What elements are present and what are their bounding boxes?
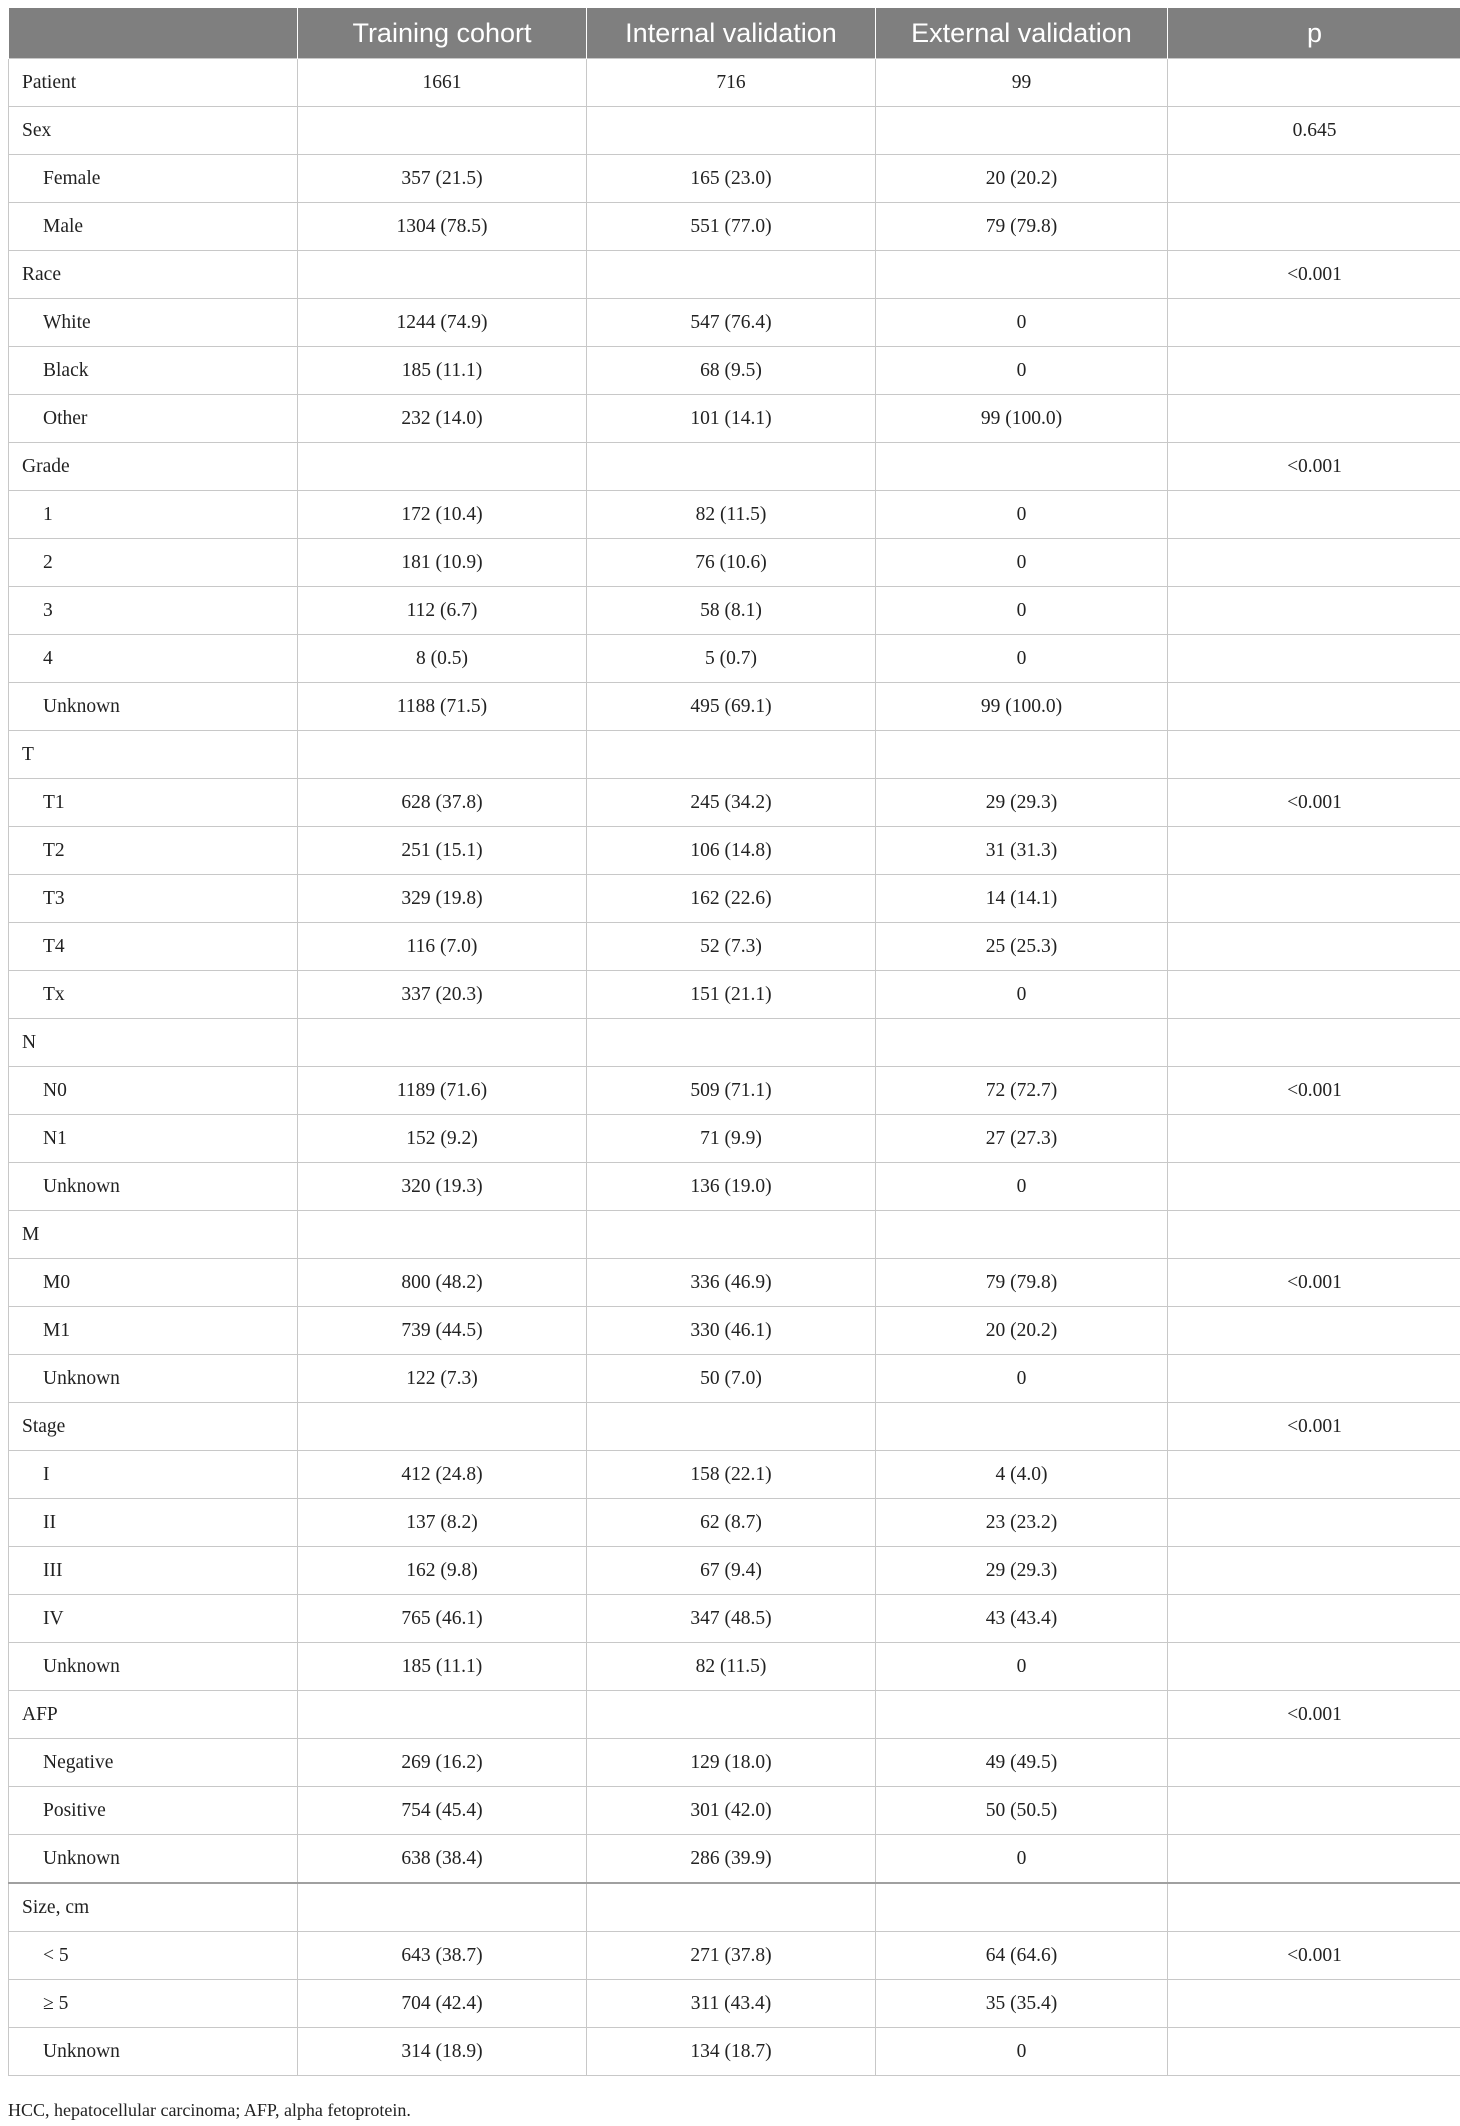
internal-cell: 52 (7.3) [587,923,876,971]
external-cell: 0 [876,1163,1168,1211]
table-header-row [9,8,1460,59]
row-label: Unknown [9,1835,298,1884]
row-label: Unknown [9,1163,298,1211]
training-cell: 232 (14.0) [298,395,587,443]
training-cell: 643 (38.7) [298,1932,587,1980]
table-row [9,251,1460,299]
external-cell: 79 (79.8) [876,203,1168,251]
training-cell: 137 (8.2) [298,1499,587,1547]
training-cell [298,251,587,299]
p-value-cell [1168,1547,1460,1595]
row-label: Unknown [9,1643,298,1691]
training-cell [298,1691,587,1739]
table-row [9,1787,1460,1835]
internal-cell: 286 (39.9) [587,1835,876,1884]
row-label: Sex [9,107,298,155]
internal-cell: 71 (9.9) [587,1115,876,1163]
external-cell: 50 (50.5) [876,1787,1168,1835]
training-cell: 314 (18.9) [298,2028,587,2076]
table-row [9,59,1460,107]
row-label: IV [9,1595,298,1643]
p-value-cell [1168,971,1460,1019]
row-label: Size, cm [9,1883,298,1932]
training-cell [298,1883,587,1932]
row-label: III [9,1547,298,1595]
row-label: Negative [9,1739,298,1787]
row-label: T3 [9,875,298,923]
external-cell: 35 (35.4) [876,1980,1168,2028]
table-row [9,1403,1460,1451]
table-row [9,587,1460,635]
p-value-cell [1168,59,1460,107]
p-value-cell [1168,923,1460,971]
internal-cell: 547 (76.4) [587,299,876,347]
header-cell-internal: Internal validation [587,8,876,59]
header-cell-training: Training cohort [298,8,587,59]
table-row [9,395,1460,443]
internal-cell: 330 (46.1) [587,1307,876,1355]
p-value-cell: <0.001 [1168,1691,1460,1739]
table-row [9,1883,1460,1932]
p-value-cell [1168,491,1460,539]
row-label: T2 [9,827,298,875]
internal-cell: 136 (19.0) [587,1163,876,1211]
internal-cell: 162 (22.6) [587,875,876,923]
p-value-cell [1168,1019,1460,1067]
external-cell: 25 (25.3) [876,923,1168,971]
p-value-cell [1168,1115,1460,1163]
row-label: 4 [9,635,298,683]
table-row [9,1932,1460,1980]
row-label: Positive [9,1787,298,1835]
external-cell: 0 [876,491,1168,539]
internal-cell: 716 [587,59,876,107]
internal-cell: 5 (0.7) [587,635,876,683]
table-row [9,1547,1460,1595]
table-row [9,1691,1460,1739]
external-cell: 20 (20.2) [876,1307,1168,1355]
p-value-cell [1168,1980,1460,2028]
external-cell [876,107,1168,155]
training-cell: 1661 [298,59,587,107]
row-label: Unknown [9,2028,298,2076]
external-cell [876,1403,1168,1451]
table-row [9,155,1460,203]
table-row [9,1307,1460,1355]
table-row [9,443,1460,491]
row-label: M1 [9,1307,298,1355]
row-label: M [9,1211,298,1259]
table-row [9,1595,1460,1643]
external-cell: 29 (29.3) [876,1547,1168,1595]
training-cell: 251 (15.1) [298,827,587,875]
table-row [9,971,1460,1019]
external-cell: 27 (27.3) [876,1115,1168,1163]
p-value-cell [1168,875,1460,923]
internal-cell: 134 (18.7) [587,2028,876,2076]
training-cell: 638 (38.4) [298,1835,587,1884]
external-cell: 0 [876,539,1168,587]
external-cell: 0 [876,299,1168,347]
p-value-cell [1168,155,1460,203]
p-value-cell [1168,1787,1460,1835]
table-row [9,779,1460,827]
p-value-cell [1168,299,1460,347]
table-row [9,635,1460,683]
table-row [9,1067,1460,1115]
internal-cell: 347 (48.5) [587,1595,876,1643]
external-cell: 0 [876,347,1168,395]
row-label: Stage [9,1403,298,1451]
internal-cell: 165 (23.0) [587,155,876,203]
p-value-cell [1168,587,1460,635]
training-cell: 329 (19.8) [298,875,587,923]
p-value-cell: <0.001 [1168,251,1460,299]
p-value-cell [1168,347,1460,395]
row-label: Patient [9,59,298,107]
table-row [9,107,1460,155]
training-cell: 765 (46.1) [298,1595,587,1643]
p-value-cell [1168,1883,1460,1932]
training-cell: 8 (0.5) [298,635,587,683]
row-label: M0 [9,1259,298,1307]
table-row [9,1835,1460,1884]
training-cell [298,1019,587,1067]
training-cell: 269 (16.2) [298,1739,587,1787]
training-cell: 800 (48.2) [298,1259,587,1307]
external-cell [876,1211,1168,1259]
external-cell: 14 (14.1) [876,875,1168,923]
internal-cell [587,1691,876,1739]
row-label: Grade [9,443,298,491]
table-row [9,1451,1460,1499]
baseline-characteristics-table [8,8,1460,2076]
table-row [9,1643,1460,1691]
training-cell: 116 (7.0) [298,923,587,971]
row-label: ≥ 5 [9,1980,298,2028]
p-value-cell [1168,731,1460,779]
external-cell: 49 (49.5) [876,1739,1168,1787]
internal-cell [587,1883,876,1932]
row-label: AFP [9,1691,298,1739]
table-row [9,683,1460,731]
row-label: Tx [9,971,298,1019]
table-row [9,539,1460,587]
external-cell: 29 (29.3) [876,779,1168,827]
p-value-cell [1168,1739,1460,1787]
table-row [9,827,1460,875]
table-row [9,1980,1460,2028]
internal-cell: 58 (8.1) [587,587,876,635]
internal-cell: 62 (8.7) [587,1499,876,1547]
table-container [8,8,1460,2076]
internal-cell [587,731,876,779]
row-label: N1 [9,1115,298,1163]
training-cell: 185 (11.1) [298,347,587,395]
training-cell [298,443,587,491]
p-value-cell [1168,1835,1460,1884]
row-label: < 5 [9,1932,298,1980]
internal-cell: 50 (7.0) [587,1355,876,1403]
row-label: 2 [9,539,298,587]
external-cell: 0 [876,2028,1168,2076]
footnote: HCC, hepatocellular carcinoma; AFP, alpha fetoprotein. [8,2100,411,2120]
p-value-cell [1168,1595,1460,1643]
training-cell: 337 (20.3) [298,971,587,1019]
p-value-cell: <0.001 [1168,443,1460,491]
table-row [9,1739,1460,1787]
internal-cell: 301 (42.0) [587,1787,876,1835]
external-cell: 99 [876,59,1168,107]
row-label: N0 [9,1067,298,1115]
table-row [9,923,1460,971]
external-cell [876,251,1168,299]
p-value-cell: <0.001 [1168,1403,1460,1451]
training-cell: 1304 (78.5) [298,203,587,251]
internal-cell: 106 (14.8) [587,827,876,875]
p-value-cell [1168,1163,1460,1211]
table-row [9,491,1460,539]
table-row [9,1499,1460,1547]
p-value-cell: <0.001 [1168,1259,1460,1307]
table-row [9,299,1460,347]
p-value-cell [1168,1499,1460,1547]
internal-cell [587,443,876,491]
table-row [9,347,1460,395]
external-cell: 0 [876,971,1168,1019]
training-cell: 1244 (74.9) [298,299,587,347]
external-cell [876,1883,1168,1932]
row-label: I [9,1451,298,1499]
internal-cell: 551 (77.0) [587,203,876,251]
internal-cell: 311 (43.4) [587,1980,876,2028]
table-row [9,1163,1460,1211]
p-value-cell: 0.645 [1168,107,1460,155]
external-cell: 79 (79.8) [876,1259,1168,1307]
row-label: Race [9,251,298,299]
training-cell: 412 (24.8) [298,1451,587,1499]
external-cell: 0 [876,1835,1168,1884]
table-row [9,1355,1460,1403]
external-cell: 23 (23.2) [876,1499,1168,1547]
external-cell: 64 (64.6) [876,1932,1168,1980]
internal-cell [587,1211,876,1259]
table-row [9,731,1460,779]
external-cell: 31 (31.3) [876,827,1168,875]
external-cell: 4 (4.0) [876,1451,1168,1499]
p-value-cell: <0.001 [1168,1932,1460,1980]
p-value-cell: <0.001 [1168,779,1460,827]
training-cell [298,107,587,155]
p-value-cell [1168,1643,1460,1691]
row-label: Female [9,155,298,203]
training-cell [298,731,587,779]
internal-cell: 68 (9.5) [587,347,876,395]
header-cell-external: External validation [876,8,1168,59]
header-cell-blank [9,8,298,59]
p-value-cell [1168,1355,1460,1403]
training-cell [298,1211,587,1259]
row-label: T [9,731,298,779]
p-value-cell [1168,2028,1460,2076]
training-cell: 1189 (71.6) [298,1067,587,1115]
row-label: Male [9,203,298,251]
internal-cell: 245 (34.2) [587,779,876,827]
external-cell: 43 (43.4) [876,1595,1168,1643]
external-cell: 0 [876,1643,1168,1691]
training-cell: 1188 (71.5) [298,683,587,731]
internal-cell: 151 (21.1) [587,971,876,1019]
p-value-cell [1168,1307,1460,1355]
external-cell [876,1019,1168,1067]
external-cell: 99 (100.0) [876,395,1168,443]
internal-cell: 336 (46.9) [587,1259,876,1307]
p-value-cell [1168,395,1460,443]
training-cell: 162 (9.8) [298,1547,587,1595]
p-value-cell: <0.001 [1168,1067,1460,1115]
row-label: Other [9,395,298,443]
internal-cell: 67 (9.4) [587,1547,876,1595]
table-row [9,1019,1460,1067]
external-cell: 0 [876,587,1168,635]
table-row [9,1259,1460,1307]
internal-cell [587,251,876,299]
table-row [9,1115,1460,1163]
row-label: Unknown [9,683,298,731]
p-value-cell [1168,683,1460,731]
row-label: 3 [9,587,298,635]
external-cell: 99 (100.0) [876,683,1168,731]
internal-cell: 76 (10.6) [587,539,876,587]
internal-cell: 509 (71.1) [587,1067,876,1115]
p-value-cell [1168,1451,1460,1499]
row-label: T1 [9,779,298,827]
internal-cell [587,1019,876,1067]
internal-cell [587,1403,876,1451]
internal-cell: 82 (11.5) [587,1643,876,1691]
external-cell [876,443,1168,491]
row-label: N [9,1019,298,1067]
table-row [9,203,1460,251]
training-cell: 112 (6.7) [298,587,587,635]
p-value-cell [1168,635,1460,683]
external-cell: 0 [876,1355,1168,1403]
external-cell [876,731,1168,779]
header-cell-p: p [1168,8,1460,59]
training-cell: 172 (10.4) [298,491,587,539]
training-cell: 628 (37.8) [298,779,587,827]
training-cell: 181 (10.9) [298,539,587,587]
row-label: 1 [9,491,298,539]
row-label: II [9,1499,298,1547]
table-row [9,2028,1460,2076]
row-label: T4 [9,923,298,971]
internal-cell: 158 (22.1) [587,1451,876,1499]
internal-cell: 82 (11.5) [587,491,876,539]
training-cell [298,1403,587,1451]
training-cell: 185 (11.1) [298,1643,587,1691]
training-cell: 704 (42.4) [298,1980,587,2028]
p-value-cell [1168,827,1460,875]
internal-cell: 129 (18.0) [587,1739,876,1787]
p-value-cell [1168,539,1460,587]
row-label: Unknown [9,1355,298,1403]
row-label: White [9,299,298,347]
p-value-cell [1168,203,1460,251]
training-cell: 754 (45.4) [298,1787,587,1835]
internal-cell: 271 (37.8) [587,1932,876,1980]
table-body [9,59,1460,2076]
internal-cell: 101 (14.1) [587,395,876,443]
training-cell: 122 (7.3) [298,1355,587,1403]
training-cell: 320 (19.3) [298,1163,587,1211]
external-cell [876,1691,1168,1739]
p-value-cell [1168,1211,1460,1259]
internal-cell: 495 (69.1) [587,683,876,731]
row-label: Black [9,347,298,395]
internal-cell [587,107,876,155]
table-row [9,1211,1460,1259]
table-row [9,875,1460,923]
training-cell: 739 (44.5) [298,1307,587,1355]
external-cell: 0 [876,635,1168,683]
external-cell: 72 (72.7) [876,1067,1168,1115]
training-cell: 357 (21.5) [298,155,587,203]
external-cell: 20 (20.2) [876,155,1168,203]
training-cell: 152 (9.2) [298,1115,587,1163]
